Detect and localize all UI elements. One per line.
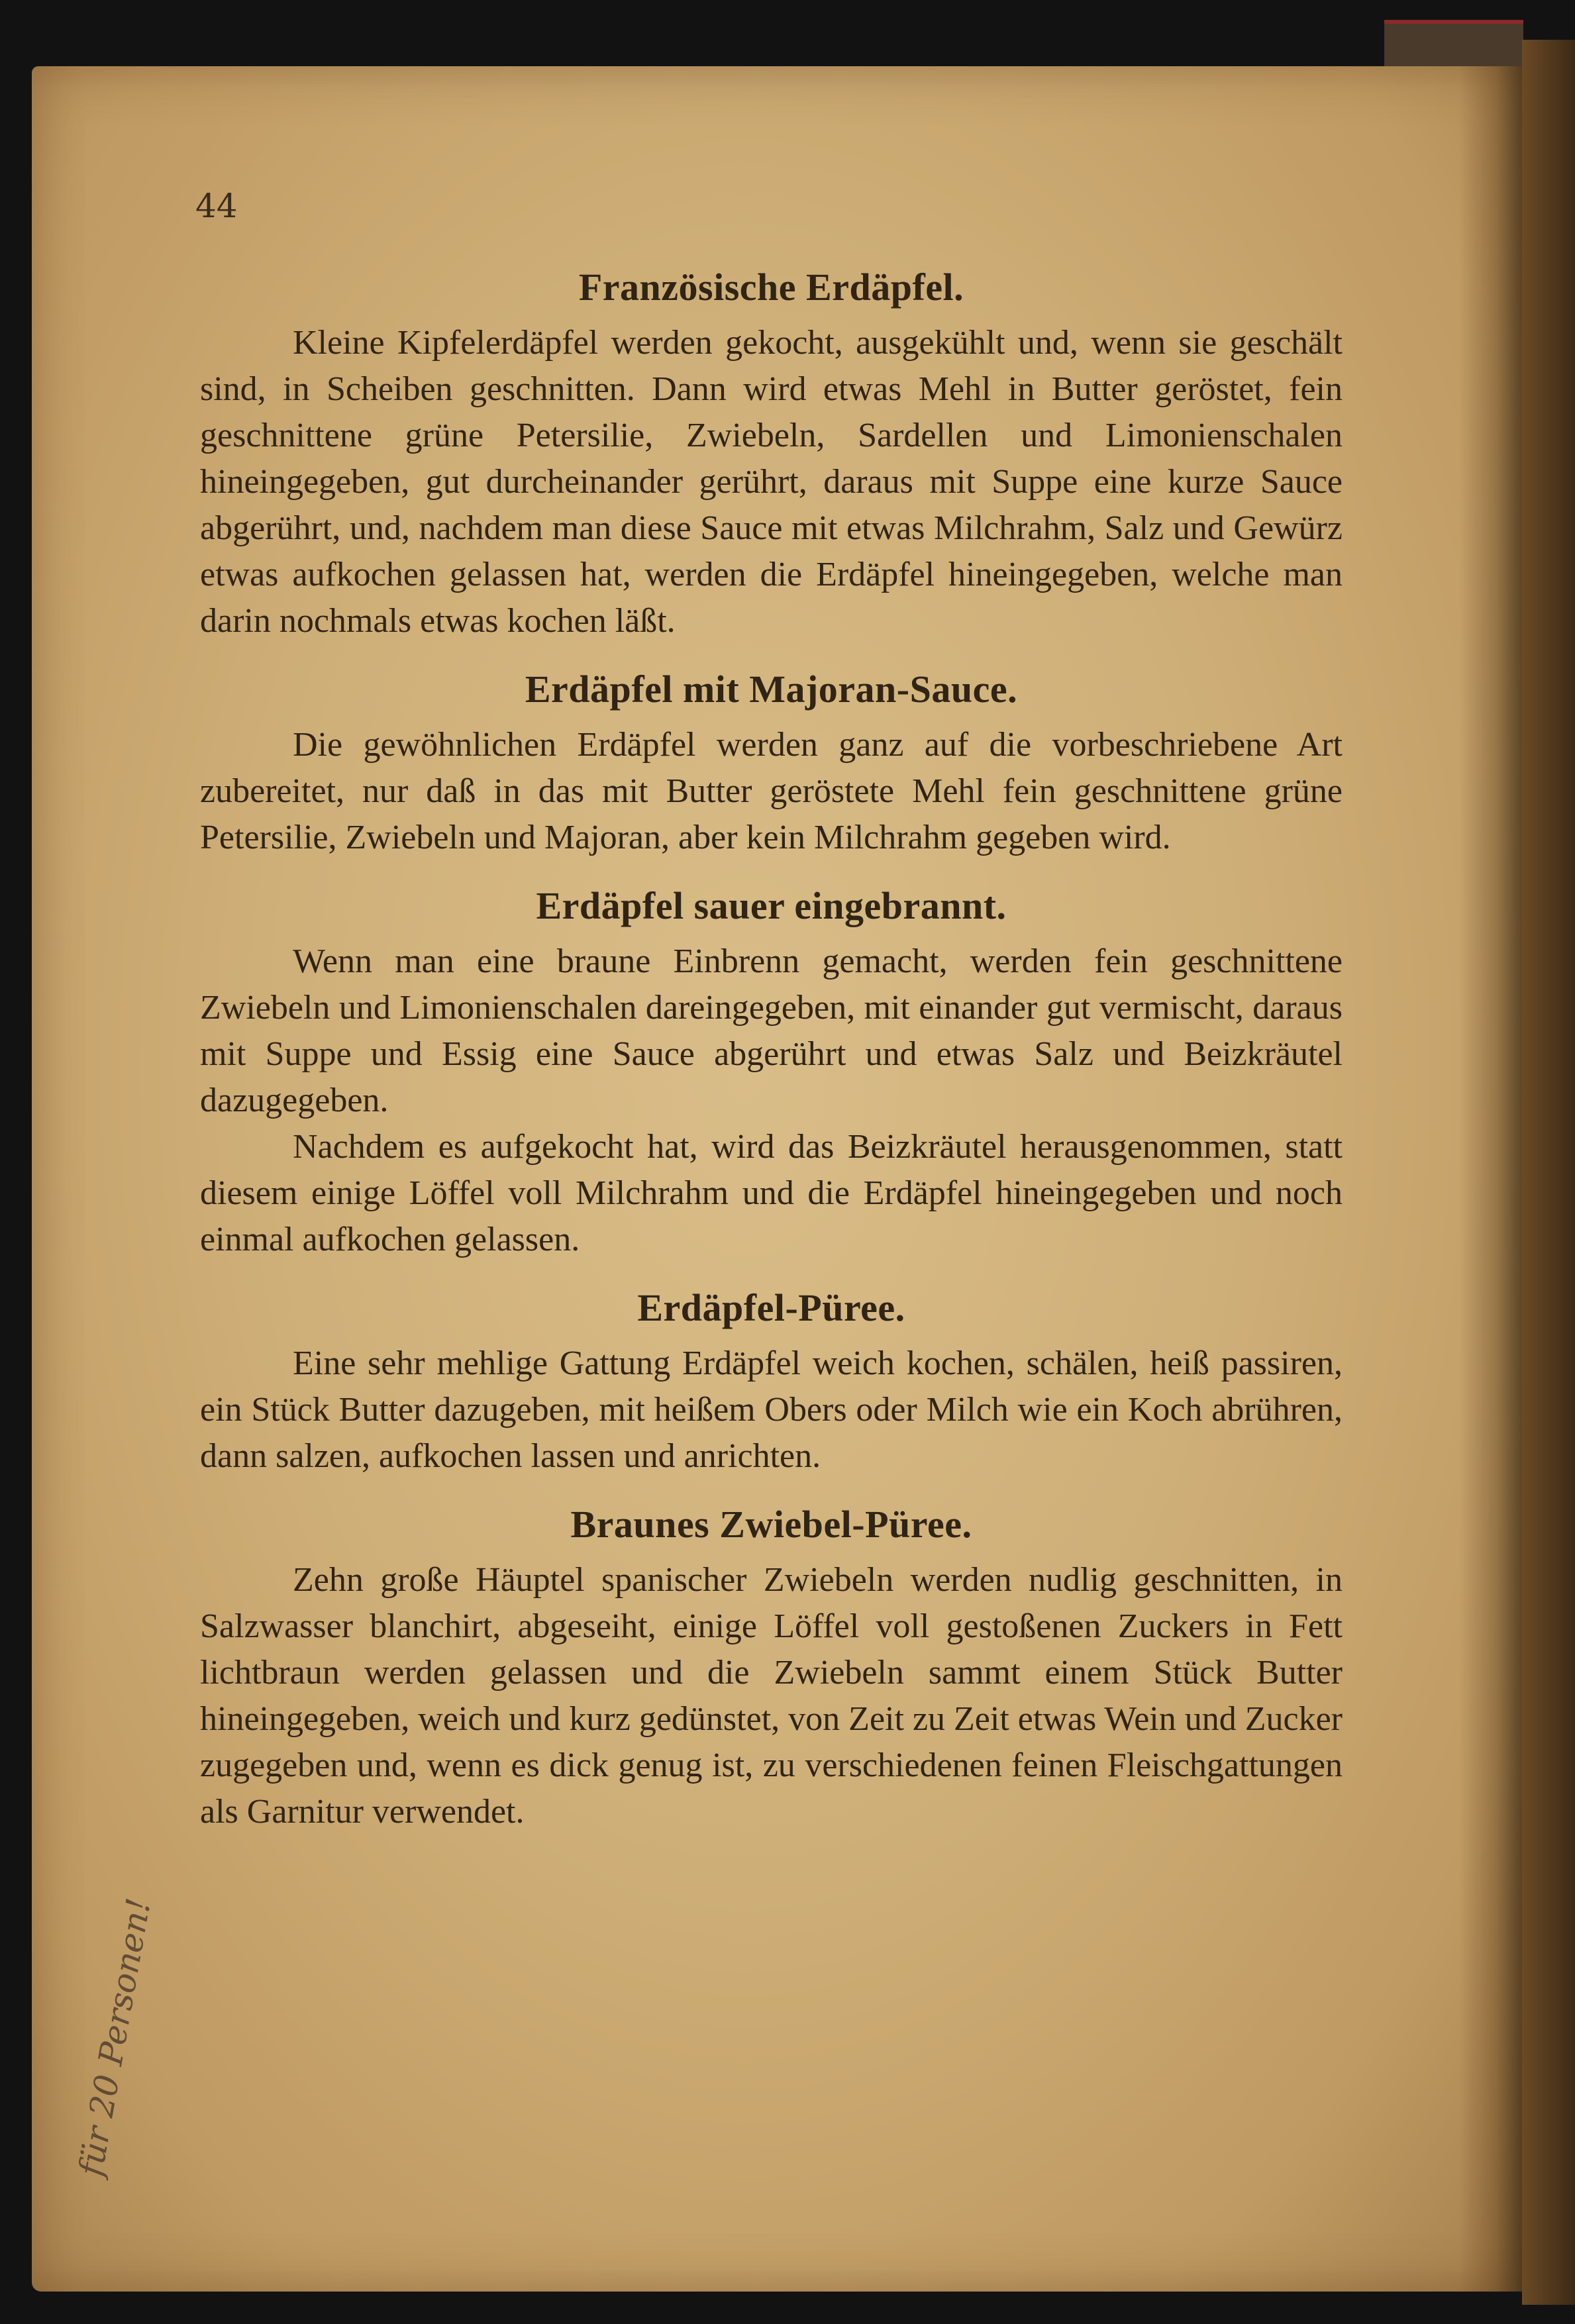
recipe-paragraph: Kleine Kipfelerdäpfel werden gekocht, ausgekühlt und, wenn sie geschält sind, in Scheiben geschnitten. Dann wird etwas Mehl in Butter geröstet, fein geschnittene grüne Petersilie, Zwiebeln, Sardellen und Limonienschalen hineingegeben, gut durcheinander gerührt, daraus mit Suppe eine kurze Sauce abgerührt, und, nachdem man diese Sauce mit etwas Milchrahm, Salz und Gewürz etwas aufkochen gelassen hat, werden die Erdäpfel hineingegeben, welche man darin nochmals etwas kochen läßt.: [200, 324, 1343, 640]
page-content: [200, 265, 1343, 1858]
recipe-title: Erdäpfel mit Majoran-Sauce.: [525, 668, 1018, 711]
recipe-section: [200, 265, 1343, 644]
recipe-paragraph: Zehn große Häuptel spanischer Zwiebeln werden nudlig geschnitten, in Salzwasser blanchirt, abgeseiht, einige Löffel voll gestoßenen Zuckers in Fett lichtbraun werden gelassen und die Zwiebeln sammt einem Stück Butter hineingegeben, weich und kurz gedünstet, von Zeit zu Zeit etwas Wein und Zucker zugegeben und, wenn es dick genug ist, zu verschiedenen feinen Fleischgattungen als Garnitur verwendet.: [200, 1561, 1343, 1831]
recipe-title: Erdäpfel-Püree.: [637, 1286, 905, 1329]
recipe-title: Erdäpfel sauer eingebrannt.: [536, 884, 1007, 927]
handwritten-margin-note: für 20 Personen!: [72, 1895, 158, 2180]
page-gutter-shadow: [1459, 66, 1522, 2292]
recipe-title: Braunes Zwiebel-Püree.: [570, 1503, 972, 1546]
recipe-title: Französische Erdäpfel.: [578, 266, 964, 309]
recipe-paragraph: Nachdem es aufgekocht hat, wird das Beizkräutel herausgenommen, statt diesem einige Löffel voll Milchrahm und die Erdäpfel hineingegeben und noch einmal aufkochen gelassen.: [200, 1128, 1343, 1258]
recipe-paragraph: Eine sehr mehlige Gattung Erdäpfel weich kochen, schälen, heiß passiren, ein Stück Butter dazugeben, mit heißem Obers oder Milch wie ein Koch abrühren, dann salzen, aufkochen lassen und anrichten.: [200, 1344, 1343, 1475]
page-number: 44: [195, 187, 238, 225]
recipe-section: [200, 667, 1343, 861]
book-edge-tab: [1384, 20, 1523, 70]
recipe-section: [200, 1286, 1343, 1480]
facing-page-edge: [1522, 40, 1575, 2305]
recipe-paragraph: Wenn man eine braune Einbrenn gemacht, werden fein geschnittene Zwiebeln und Limonienschalen dareingegeben, mit einander gut vermischt, daraus mit Suppe und Essig eine Sauce abgerührt und etwas Salz und Beizkräutel dazugegeben.: [200, 942, 1343, 1119]
recipe-section: [200, 1502, 1343, 1835]
recipe-paragraph: Die gewöhnlichen Erdäpfel werden ganz auf die vorbeschriebene Art zubereitet, nur daß in das mit Butter geröstete Mehl fein geschnittene grüne Petersilie, Zwiebeln und Majoran, aber kein Milchrahm gegeben wird.: [200, 726, 1343, 856]
recipe-section: [200, 884, 1343, 1263]
